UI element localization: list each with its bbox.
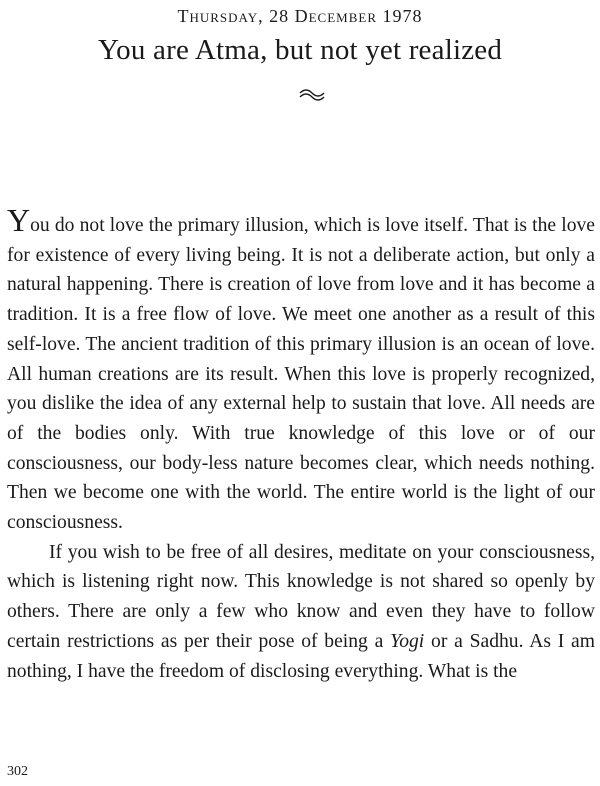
chapter-title: You are Atma, but not yet realized <box>97 34 503 66</box>
chapter-date: Thursday, 28 December 1978 <box>177 6 423 26</box>
paragraph <box>7 538 595 687</box>
body-text <box>7 202 595 686</box>
drop-cap: Y <box>7 202 31 238</box>
page-number: 302 <box>7 764 28 779</box>
paragraph-text: or a Sadhu. As I am nothing, I have the freedom of disclosing everything. What is the <box>7 630 595 682</box>
wave-ornament-icon <box>298 88 326 102</box>
paragraph-text: If you wish to be free of all desires, meditate on your consciousness, which is listening right now. This knowledge is not shared so openly by others. There are only a few who know and even they have to follow certain restrictions as per their pose of being a <box>7 541 595 652</box>
paragraph <box>7 202 595 538</box>
paragraph-text: ou do not love the primary illusion, which is love itself. That is the love for existence of every living being. It is not a deliberate action, but only a natural happening. There is creation of love from love and it has become a tradition. It is a free flow of love. We meet one another as a result of this self-love. The ancient tradition of this primary illusion is an ocean of love. All human creations are its result. When this love is properly recognized, you dislike the idea of any external help to sustain that love. All needs are of the bodies only. With true knowledge of this love or of our consciousness, our body-less nature becomes clear, which needs nothing. Then we become one with the world. The entire world is the light of our consciousness. <box>7 215 595 534</box>
italic-term: Yogi <box>390 630 425 652</box>
